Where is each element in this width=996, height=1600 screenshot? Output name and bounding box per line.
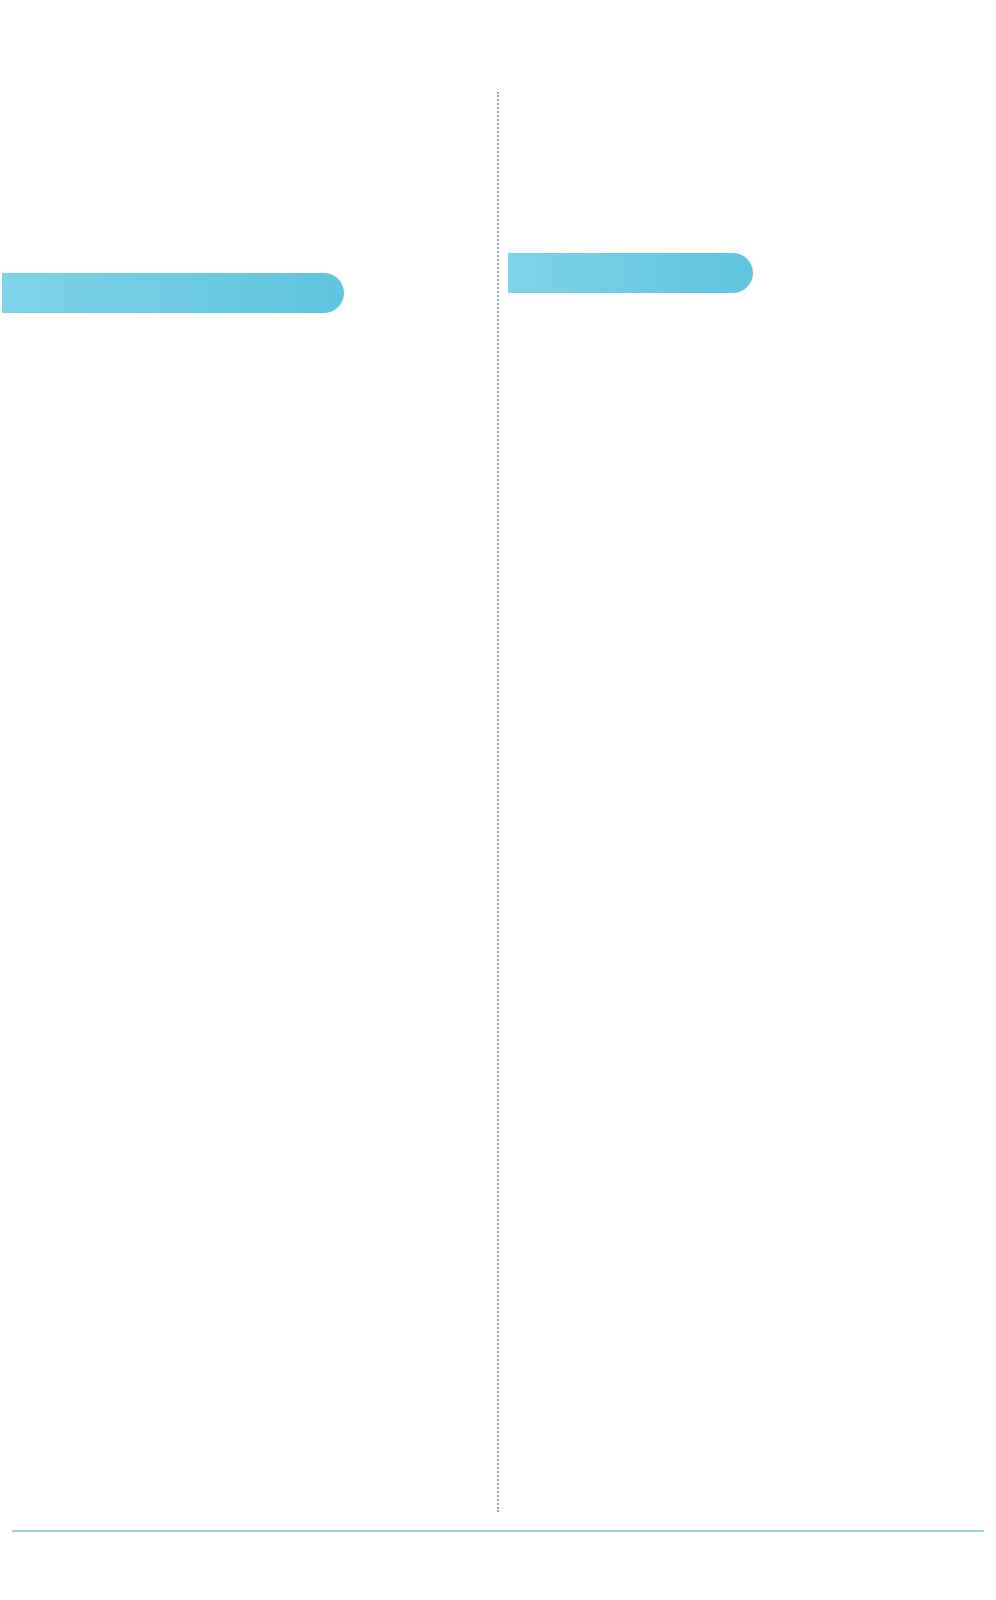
lesson-heading [12, 391, 478, 425]
left-column [12, 88, 478, 427]
lesson-heading [518, 126, 986, 160]
lesson-heading [12, 90, 478, 124]
project-title [518, 203, 986, 247]
lesson-heading [518, 297, 986, 331]
lesson-heading [12, 235, 478, 269]
answer-paragraph [518, 162, 986, 197]
column-divider [497, 92, 499, 1512]
lesson-heading [518, 90, 986, 124]
footer [962, 1535, 972, 1585]
footer-rule [12, 1530, 984, 1532]
lesson-heading [12, 317, 478, 351]
unit-banner [508, 253, 753, 293]
answer-paragraph [12, 162, 478, 197]
right-column [518, 88, 986, 333]
lesson-heading [12, 126, 478, 160]
unit-banner [2, 273, 344, 313]
